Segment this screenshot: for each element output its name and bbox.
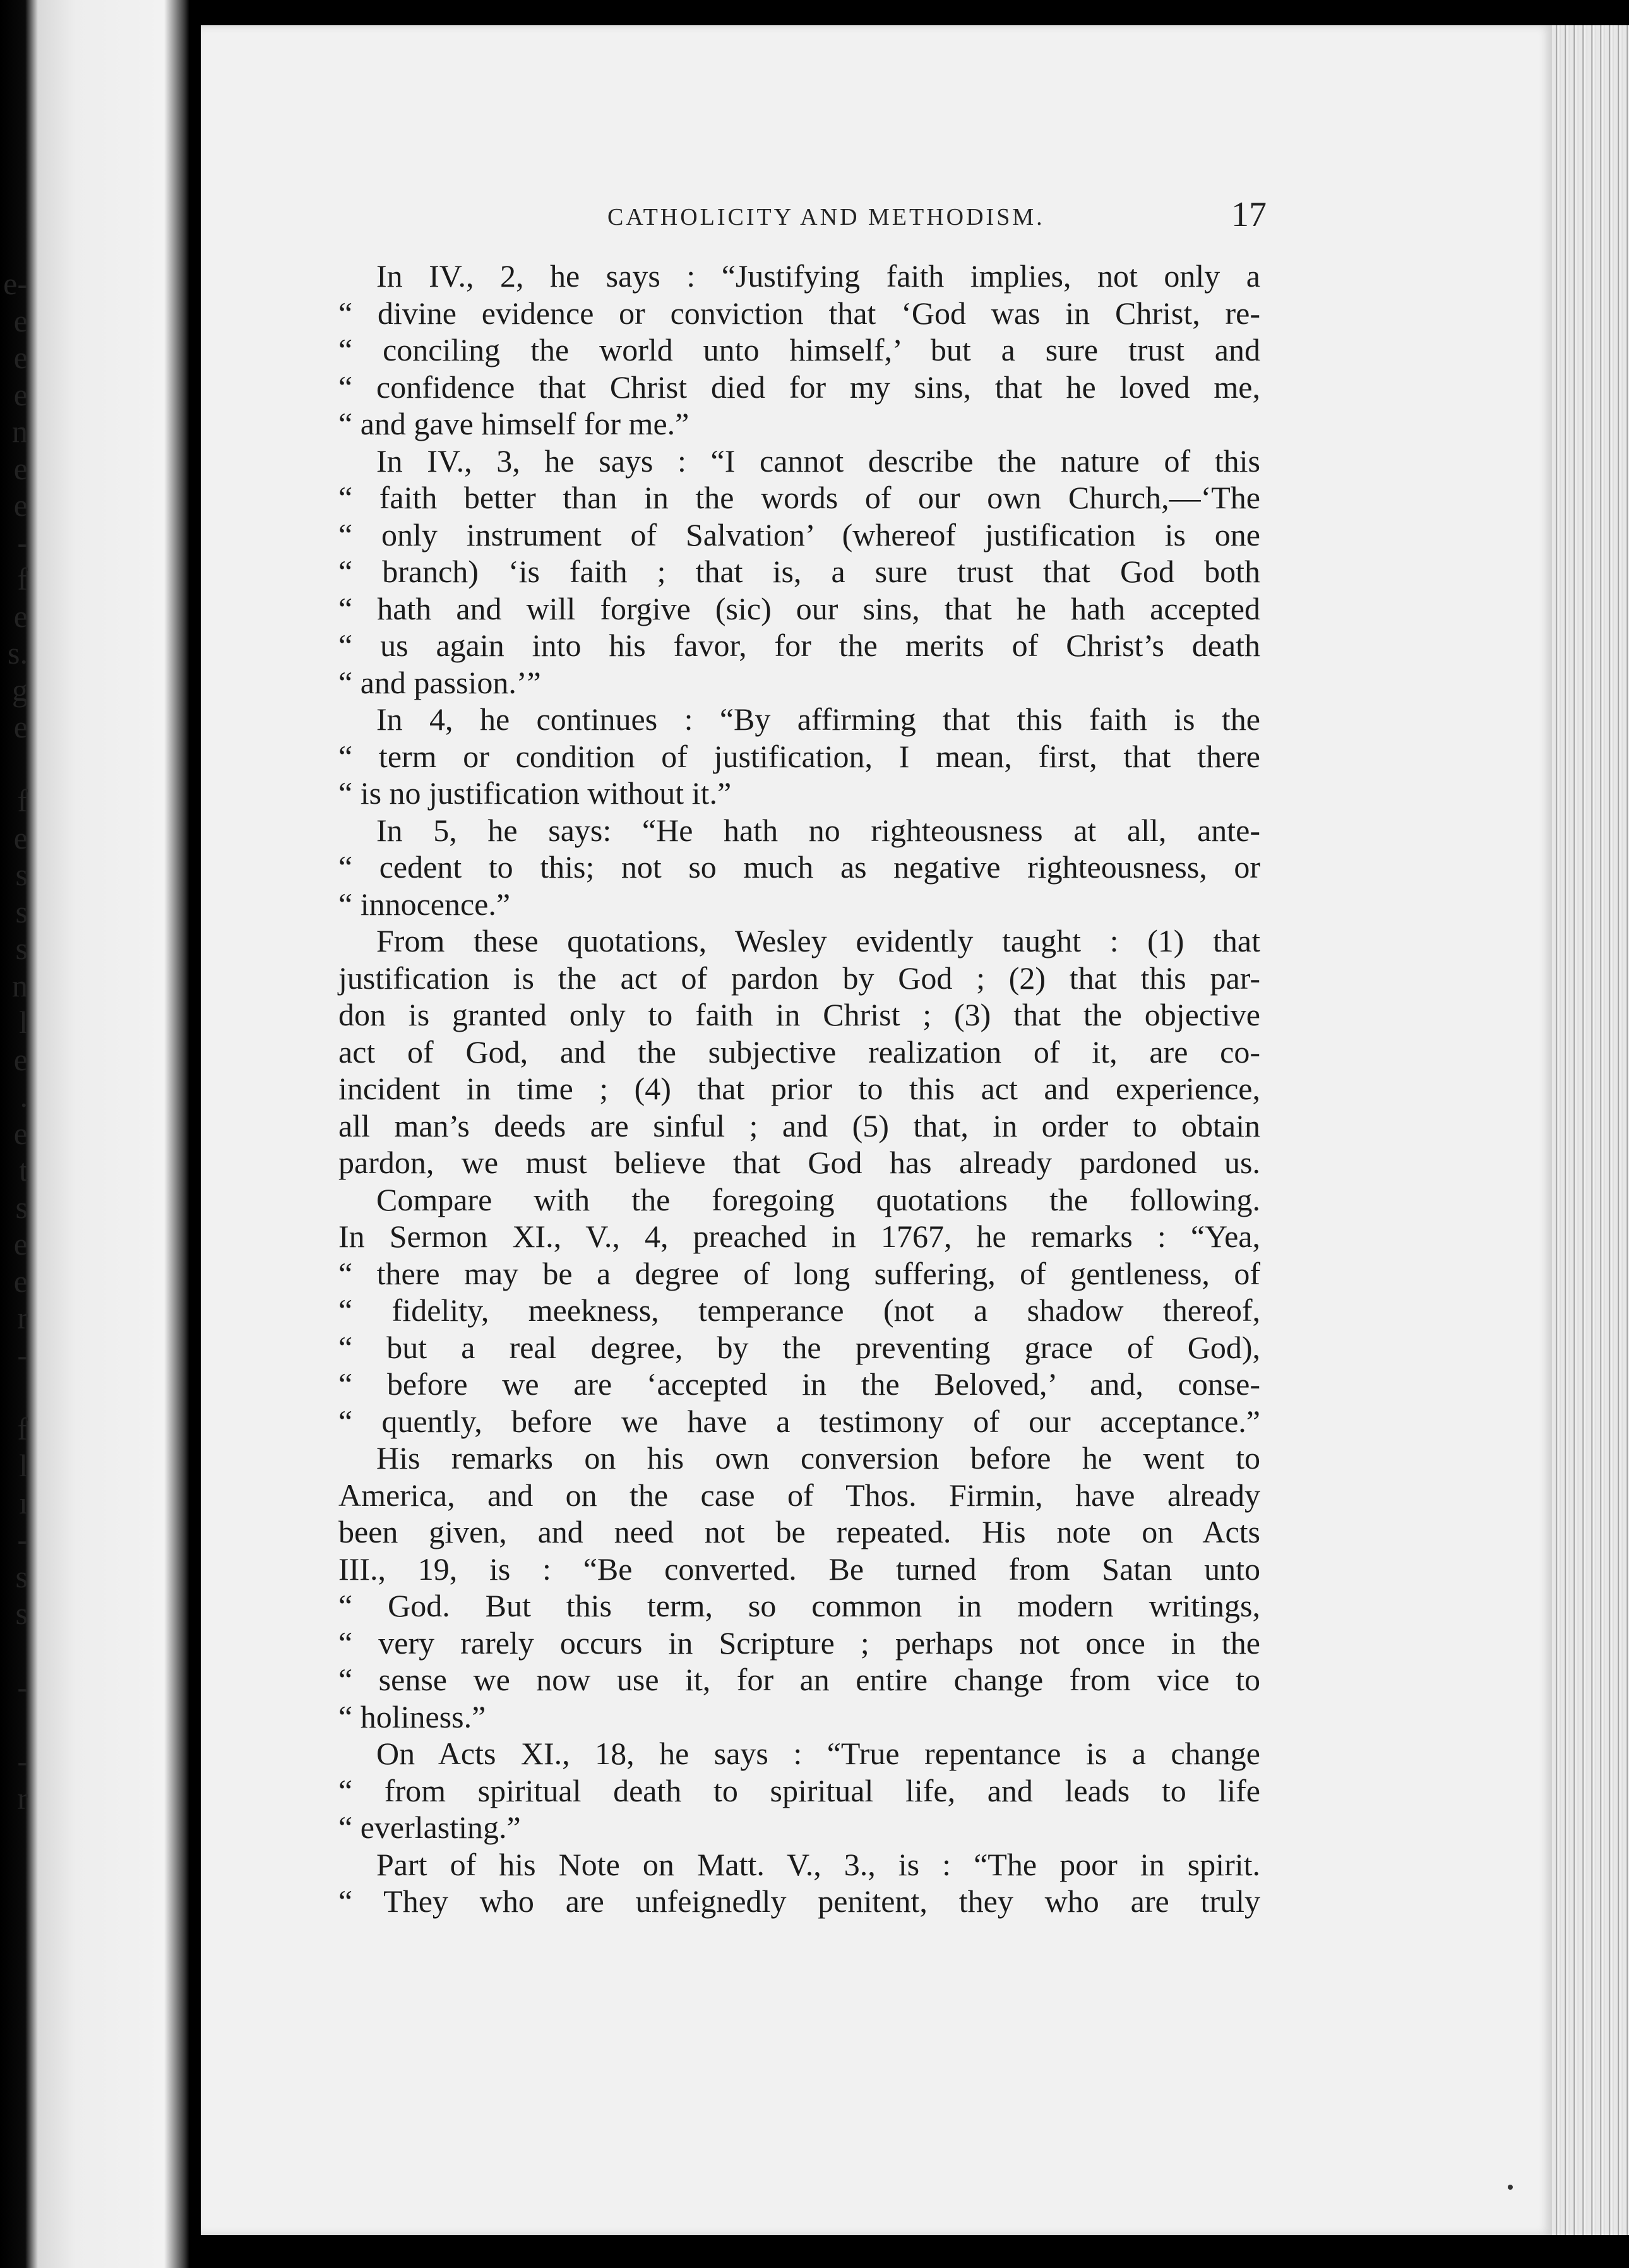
text-line: “ and gave himself for me.” — [338, 406, 689, 441]
text-line: Part of his Note on Matt. V., 3., is : “The poor in spirit. — [376, 1846, 1260, 1882]
prev-page-char: s — [15, 857, 28, 892]
text-line: “ only instrument of Salvation’ (whereof justification is one — [338, 516, 1260, 552]
prev-page-char: e — [13, 340, 28, 375]
prev-page-char: g — [12, 672, 28, 708]
text-line: been given, and need not be repeated. His note on Acts — [338, 1514, 1260, 1549]
left-gutter — [0, 0, 189, 2268]
prev-page-char: s. — [8, 635, 28, 671]
text-line: “ hath and will forgive (sic) our sins, that he hath accepted — [338, 590, 1260, 626]
prev-page-char — [0, 1373, 28, 1411]
prev-page-char: e — [13, 1115, 28, 1151]
text-line: don is granted only to faith in Christ ; (3) that the objective — [338, 997, 1260, 1032]
prev-page-char: - — [17, 1337, 28, 1373]
text-line: “ God. But this term, so common in modern writings, — [338, 1588, 1260, 1623]
prev-page-char: f — [17, 561, 28, 597]
prev-page-char: . — [20, 1078, 28, 1114]
prev-page-char — [0, 746, 28, 783]
previous-page-fragment — [0, 265, 28, 1817]
prev-page-char: ı — [19, 1484, 28, 1520]
text-line: “ divine evidence or conviction that ‘God was in Christ, re- — [338, 295, 1260, 331]
prev-page-char: s — [15, 1558, 28, 1594]
prev-page-char: n — [12, 967, 28, 1003]
text-line: On Acts XI., 18, he says : “True repentance is a change — [376, 1736, 1260, 1771]
prev-page-char: - — [17, 524, 28, 560]
text-line: “ branch) ‘is faith ; that is, a sure trust that God both — [338, 554, 1260, 589]
text-line: In IV., 3, he says : “I cannot describe the nature of this — [376, 443, 1260, 479]
running-head: CATHOLICITY AND METHODISM. — [607, 204, 1045, 230]
prev-page-char: e- — [3, 266, 28, 301]
text-line: justification is the act of pardon by God ; (2) that this par- — [338, 960, 1260, 996]
text-line: “ confidence that Christ died for my sins, that he loved me, — [338, 369, 1260, 405]
text-line: “ sense we now use it, for an entire change from vice to — [338, 1662, 1260, 1697]
text-line: In IV., 2, he says : “Justifying faith implies, not only a — [376, 258, 1260, 294]
prev-page-char: e — [13, 450, 28, 486]
text-line: “ faith better than in the words of our own Church,—‘The — [338, 480, 1260, 515]
text-line: all man’s deeds are sinful ; and (5) that, in order to obtain — [338, 1107, 1260, 1143]
prev-page-char: - — [17, 1743, 28, 1779]
text-line: Compare with the foregoing quotations the following. — [376, 1181, 1260, 1217]
prev-page-char: e — [13, 1226, 28, 1262]
text-line: pardon, we must believe that God has already pardoned us. — [338, 1145, 1260, 1180]
page-stack-edge — [1552, 25, 1629, 2235]
prev-page-char: e — [13, 376, 28, 412]
text-line: “ and passion.’” — [338, 664, 541, 700]
prev-page-char: e — [13, 1041, 28, 1077]
text-line: America, and on the case of Thos. Firmin, have already — [338, 1477, 1260, 1513]
prev-page-char: r — [17, 1780, 28, 1816]
text-line: In 4, he continues : “By affirming that this faith is the — [376, 701, 1260, 737]
text-line: “ before we are ‘accepted in the Beloved,’ and, conse- — [338, 1366, 1260, 1402]
text-line: “ but a real degree, by the preventing grace of God), — [338, 1329, 1260, 1365]
text-line: “ there may be a degree of long suffering, of gentleness, of — [338, 1255, 1260, 1291]
text-line: “ conciling the world unto himself,’ but a sure trust and — [338, 332, 1260, 367]
page-number: 17 — [1231, 195, 1267, 234]
prev-page-char: t — [19, 1152, 28, 1188]
prev-page-char: - — [17, 1522, 28, 1557]
prev-page-char: - — [17, 1669, 28, 1705]
prev-page-char: r — [17, 1300, 28, 1335]
text-line: “ holiness.” — [338, 1698, 486, 1734]
prev-page-char: e — [13, 709, 28, 744]
prev-page-char: s — [15, 893, 28, 929]
prev-page-char: e — [13, 487, 28, 523]
prev-page-char: s — [15, 1189, 28, 1225]
prev-page-char: e — [13, 820, 28, 856]
text-line: From these quotations, Wesley evidently taught : (1) that — [376, 923, 1260, 958]
prev-page-char: e — [13, 1263, 28, 1299]
dust-speck — [1508, 2185, 1513, 2190]
text-line: incident in time ; (4) that prior to this act and experience, — [338, 1071, 1260, 1106]
prev-page-char: s — [15, 1596, 28, 1631]
prev-page-char: f — [17, 783, 28, 818]
text-line: “ from spiritual death to spiritual life, and leads to life — [338, 1772, 1260, 1808]
text-line: III., 19, is : “Be converted. Be turned from Satan unto — [338, 1551, 1260, 1587]
text-line: “ term or condition of justification, I mean, first, that there — [338, 738, 1260, 774]
prev-page-char: s — [15, 931, 28, 966]
text-line: “ quently, before we have a testimony of our acceptance.” — [338, 1403, 1260, 1439]
text-line: In 5, he says: “He hath no righteousness at all, ante- — [376, 812, 1260, 848]
text-line: act of God, and the subjective realization of it, are co- — [338, 1034, 1260, 1070]
prev-page-char: e — [13, 302, 28, 338]
body-text — [338, 258, 1260, 1920]
text-line: “ They who are unfeignedly penitent, they who are truly — [338, 1883, 1260, 1919]
prev-page-char: n — [12, 414, 28, 449]
prev-page-char — [0, 1706, 28, 1743]
prev-page-char: l — [19, 1448, 28, 1483]
text-line: “ everlasting.” — [338, 1810, 521, 1845]
prev-page-char: l — [19, 1005, 28, 1040]
text-line: In Sermon XI., V., 4, preached in 1767, he remarks : “Yea, — [338, 1219, 1260, 1254]
text-line: “ is no justification without it.” — [338, 775, 732, 811]
prev-page-char: e — [13, 598, 28, 634]
text-line: His remarks on his own conversion before he went to — [376, 1440, 1260, 1476]
prev-page-char: f — [17, 1411, 28, 1447]
prev-page-char — [0, 1632, 28, 1669]
text-line: “ fidelity, meekness, temperance (not a shadow thereof, — [338, 1292, 1260, 1328]
text-line: “ us again into his favor, for the merits of Christ’s death — [338, 628, 1260, 663]
text-line: “ innocence.” — [338, 886, 511, 922]
text-line: “ very rarely occurs in Scripture ; perhaps not once in the — [338, 1625, 1260, 1661]
text-line: “ cedent to this; not so much as negative righteousness, or — [338, 849, 1260, 885]
